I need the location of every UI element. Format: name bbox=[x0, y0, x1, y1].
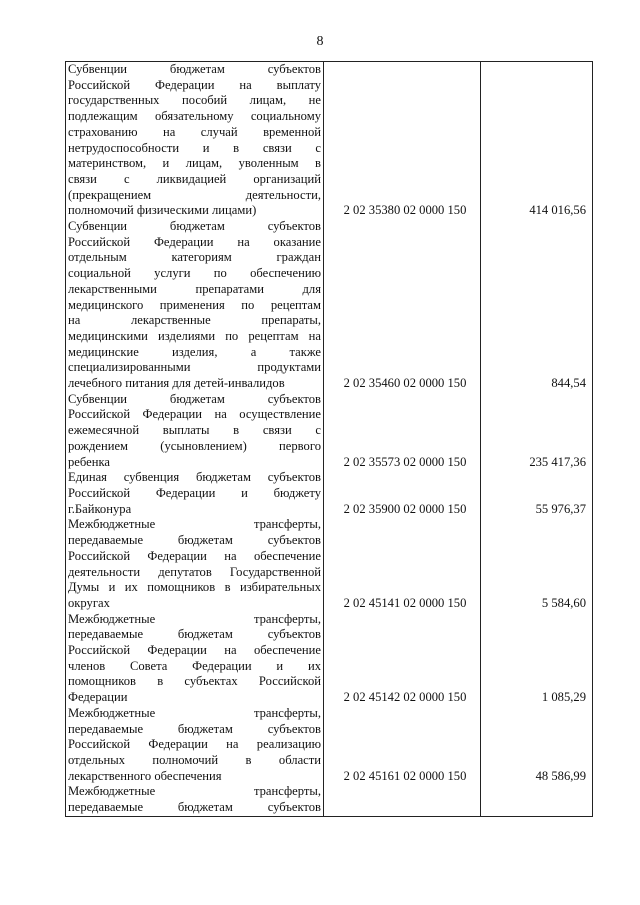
description-line: Межбюджетные трансферты, bbox=[68, 705, 321, 720]
row-code bbox=[324, 784, 481, 816]
description-line: передаваемые бюджетам субъектов bbox=[68, 533, 321, 548]
row-amount: 414 016,56 bbox=[481, 62, 593, 220]
description-line: государственных пособий лицам, не bbox=[68, 93, 321, 108]
description-line: медицинского применения по рецептам bbox=[68, 297, 321, 312]
table-row bbox=[66, 62, 593, 220]
description-line: материнством, и лицам, уволенным в bbox=[68, 156, 321, 171]
description-line: лечебного питания для детей-инвалидов bbox=[68, 376, 285, 391]
row-description bbox=[66, 470, 324, 517]
page-number: 8 bbox=[316, 34, 324, 49]
table-row bbox=[66, 470, 593, 517]
description-line: передаваемые бюджетам субъектов bbox=[68, 800, 321, 815]
description-line: рождением (усыновлением) первого bbox=[68, 438, 321, 453]
row-description bbox=[66, 784, 324, 816]
description-line: отдельным категориям граждан bbox=[68, 250, 321, 265]
description-line: округах bbox=[68, 595, 110, 610]
description-line: Российской Федерации на осуществление bbox=[68, 407, 321, 422]
description-line: членов Совета Федерации и их bbox=[68, 658, 321, 673]
row-code: 2 02 45142 02 0000 150 bbox=[324, 612, 481, 706]
description-line: Думы и их помощников в избирательных bbox=[68, 580, 321, 595]
description-line: отдельных полномочий в области bbox=[68, 752, 321, 767]
row-amount: 55 976,37 bbox=[481, 470, 593, 517]
description-line: Федерации bbox=[68, 690, 128, 705]
budget-table bbox=[65, 61, 593, 817]
description-line: Межбюджетные трансферты, bbox=[68, 611, 321, 626]
row-code: 2 02 35380 02 0000 150 bbox=[324, 62, 481, 220]
description-line: ребенка bbox=[68, 454, 110, 469]
description-line: деятельности депутатов Государственной bbox=[68, 564, 321, 579]
description-line: нетрудоспособности и в связи с bbox=[68, 140, 321, 155]
description-line: Субвенции бюджетам субъектов bbox=[68, 219, 321, 234]
description-line: социальной услуги по обеспечению bbox=[68, 266, 321, 281]
table-row bbox=[66, 784, 593, 816]
row-amount bbox=[481, 784, 593, 816]
description-line: Субвенции бюджетам субъектов bbox=[68, 62, 321, 76]
row-amount: 235 417,36 bbox=[481, 392, 593, 471]
description-line: лекарственными препаратами для bbox=[68, 281, 321, 296]
table-row bbox=[66, 517, 593, 611]
description-line: (прекращением деятельности, bbox=[68, 187, 321, 202]
description-line: лекарственного обеспечения bbox=[68, 768, 222, 783]
row-code: 2 02 45141 02 0000 150 bbox=[324, 517, 481, 611]
description-line: Межбюджетные трансферты, bbox=[68, 517, 321, 532]
row-description bbox=[66, 219, 324, 392]
description-line: медицинские изделия, а также bbox=[68, 344, 321, 359]
description-line: ежемесячной выплаты в связи с bbox=[68, 423, 321, 438]
row-amount: 48 586,99 bbox=[481, 706, 593, 785]
description-line: Российской Федерации на реализацию bbox=[68, 737, 321, 752]
description-line: Российской Федерации на оказание bbox=[68, 234, 321, 249]
row-code: 2 02 35460 02 0000 150 bbox=[324, 219, 481, 392]
description-line: на лекарственные препараты, bbox=[68, 313, 321, 328]
description-line: Единая субвенция бюджетам субъектов bbox=[68, 470, 321, 485]
row-code: 2 02 35900 02 0000 150 bbox=[324, 470, 481, 517]
row-amount: 844,54 bbox=[481, 219, 593, 392]
description-line: Межбюджетные трансферты, bbox=[68, 784, 321, 799]
description-line: Российской Федерации на обеспечение bbox=[68, 643, 321, 658]
description-line: Российской Федерации на выплату bbox=[68, 77, 321, 92]
row-description bbox=[66, 62, 324, 220]
description-line: подлежащим обязательному социальному bbox=[68, 109, 321, 124]
row-amount: 5 584,60 bbox=[481, 517, 593, 611]
table-row bbox=[66, 612, 593, 706]
description-line: страхованию на случай временной bbox=[68, 124, 321, 139]
row-description bbox=[66, 517, 324, 611]
description-line: Российской Федерации на обеспечение bbox=[68, 548, 321, 563]
description-line: Субвенции бюджетам субъектов bbox=[68, 391, 321, 406]
row-description bbox=[66, 612, 324, 706]
row-code: 2 02 45161 02 0000 150 bbox=[324, 706, 481, 785]
row-code: 2 02 35573 02 0000 150 bbox=[324, 392, 481, 471]
description-line: медицинскими изделиями по рецептам на bbox=[68, 328, 321, 343]
table-row bbox=[66, 219, 593, 392]
table-row bbox=[66, 706, 593, 785]
description-line: передаваемые бюджетам субъектов bbox=[68, 627, 321, 642]
description-line: помощников в субъектах Российской bbox=[68, 674, 321, 689]
row-description bbox=[66, 706, 324, 785]
description-line: полномочий физическими лицами) bbox=[68, 203, 257, 218]
table-row bbox=[66, 392, 593, 471]
description-line: связи с ликвидацией организаций bbox=[68, 171, 321, 186]
description-line: передаваемые бюджетам субъектов bbox=[68, 721, 321, 736]
description-line: специализированными продуктами bbox=[68, 360, 321, 375]
description-line: Российской Федерации и бюджету bbox=[68, 485, 321, 500]
description-line: г.Байконура bbox=[68, 501, 132, 516]
budget-table-body bbox=[66, 62, 593, 817]
row-amount: 1 085,29 bbox=[481, 612, 593, 706]
row-description bbox=[66, 392, 324, 471]
